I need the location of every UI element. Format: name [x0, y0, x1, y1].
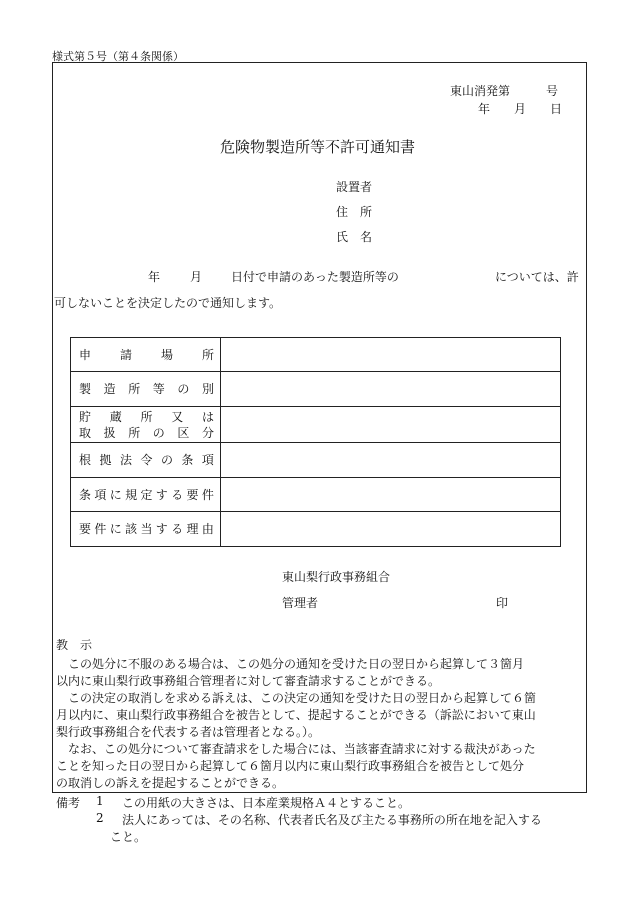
- note-text: この用紙の大きさは、日本産業規格Ａ４とすること。: [122, 796, 411, 810]
- note-text: こと。: [110, 830, 147, 844]
- label-char: 場: [160, 347, 173, 362]
- label-char: 定: [140, 487, 153, 502]
- label-char: 取: [79, 425, 92, 440]
- installer-label: 設置者: [336, 180, 373, 194]
- label-char: は: [201, 409, 214, 424]
- issuer-org: 東山梨行政事務組合: [282, 570, 391, 584]
- label-text: [79, 487, 214, 503]
- doc-number: 東山消発第 号: [450, 84, 559, 98]
- table-row-label: [71, 407, 221, 443]
- label-char: 項: [201, 453, 214, 467]
- label-char: 区: [177, 425, 190, 440]
- label-char: 造: [103, 382, 116, 396]
- label-char: 根: [79, 453, 92, 467]
- table-row-value: [221, 372, 561, 407]
- table-row-value: [221, 478, 561, 512]
- table-row-label: [71, 443, 221, 478]
- note-text: 法人にあっては、その名称、代表者氏名及び主たる事務所の所在地を記入する: [122, 813, 542, 827]
- note-number: 2: [96, 811, 104, 825]
- label-char: 由: [201, 522, 214, 536]
- instruction-line: 月以内に、東山梨行政事務組合を被告として、提起することができる（訴訟において東山: [56, 708, 536, 722]
- label-char: 又: [171, 409, 184, 424]
- label-char: 項: [94, 487, 107, 502]
- label-char: 法: [119, 453, 132, 467]
- label-char: 貯: [79, 409, 92, 424]
- table-row-label: [71, 478, 221, 512]
- body-year: 年: [148, 270, 161, 284]
- label-text: [79, 452, 214, 468]
- label-char: 要: [79, 522, 92, 536]
- label-char: 該: [125, 522, 138, 536]
- label-text: [79, 381, 214, 397]
- label-char: 件: [94, 522, 107, 536]
- address-label: 住 所: [336, 205, 373, 219]
- label-char: す: [155, 522, 168, 536]
- label-char: 扱: [103, 425, 116, 440]
- label-char: 分: [201, 425, 214, 440]
- label-char: 規: [125, 487, 138, 502]
- label-char: 件: [201, 487, 214, 502]
- label-char: 請: [119, 347, 132, 362]
- issue-date: 年 月 日: [478, 102, 563, 116]
- label-char: の: [152, 425, 165, 440]
- body-month: 月: [190, 270, 203, 284]
- instruction-line: この決定の取消しを求める訴えは、この決定の通知を受けた日の翌日から起算して６箇: [68, 691, 537, 705]
- table-row-value: [221, 338, 561, 372]
- label-char: 令: [140, 453, 153, 467]
- body-line2: 可しないことを決定したので通知します。: [54, 296, 282, 310]
- table-row-value: [221, 443, 561, 478]
- table-row-label: [71, 338, 221, 372]
- instruction-line: なお、この処分について審査請求をした場合には、当該審査請求に対する裁決があった: [68, 742, 536, 756]
- label-char: 申: [79, 347, 92, 362]
- label-char: 理: [186, 522, 199, 536]
- table-row-label: [71, 512, 221, 547]
- body-end: については、許: [495, 270, 579, 284]
- label-text: [79, 521, 214, 537]
- label-char: 所: [201, 347, 214, 362]
- issuer-manager: 管理者: [282, 596, 319, 610]
- label-char: す: [155, 487, 168, 502]
- table-row-label: [71, 372, 221, 407]
- label-char: 蔵: [109, 409, 122, 424]
- label-text: [79, 425, 214, 441]
- label-char: る: [171, 522, 184, 536]
- label-char: 等: [152, 382, 165, 396]
- page-title: 危険物製造所等不許可通知書: [220, 138, 416, 156]
- label-char: に: [109, 522, 122, 536]
- label-char: 別: [201, 382, 214, 396]
- label-text: [79, 409, 214, 425]
- label-char: に: [109, 487, 122, 502]
- label-char: 条: [181, 453, 194, 467]
- table-row-value: [221, 512, 561, 547]
- label-char: 拠: [99, 453, 112, 467]
- name-label: 氏 名: [336, 230, 373, 244]
- label-char: る: [171, 487, 184, 502]
- label-char: 所: [128, 382, 141, 396]
- table-row-value: [221, 407, 561, 443]
- label-char: 所: [140, 409, 153, 424]
- instruction-line: の取消しの訴えを提起することができる。: [56, 776, 285, 790]
- label-char: 条: [79, 487, 92, 502]
- instruction-heading: 教 示: [56, 638, 93, 652]
- label-text: [79, 347, 214, 363]
- info-table: [70, 337, 561, 547]
- label-char: 要: [186, 487, 199, 502]
- instruction-line: 以内に東山梨行政事務組合管理者に対して審査請求することができる。: [56, 674, 441, 688]
- label-char: 製: [79, 382, 92, 396]
- label-char: 所: [128, 425, 141, 440]
- note-number: 1: [96, 794, 104, 808]
- seal-mark: 印: [496, 596, 509, 610]
- instruction-line: 梨行政事務組合を代表する者は管理者となる。）。: [56, 725, 321, 739]
- form-label: 様式第５号（第４条関係）: [52, 50, 184, 63]
- label-char: の: [177, 382, 190, 396]
- label-char: 当: [140, 522, 153, 536]
- notes-label: 備考: [56, 796, 81, 810]
- instruction-line: ことを知った日の翌日から起算して６箇月以内に東山梨行政事務組合を被告として処分: [56, 759, 525, 773]
- body-mid: 日付で申請のあった製造所等の: [231, 270, 399, 284]
- label-char: の: [160, 453, 173, 467]
- instruction-line: この処分に不服のある場合は、この処分の通知を受けた日の翌日から起算して３箇月: [68, 657, 525, 671]
